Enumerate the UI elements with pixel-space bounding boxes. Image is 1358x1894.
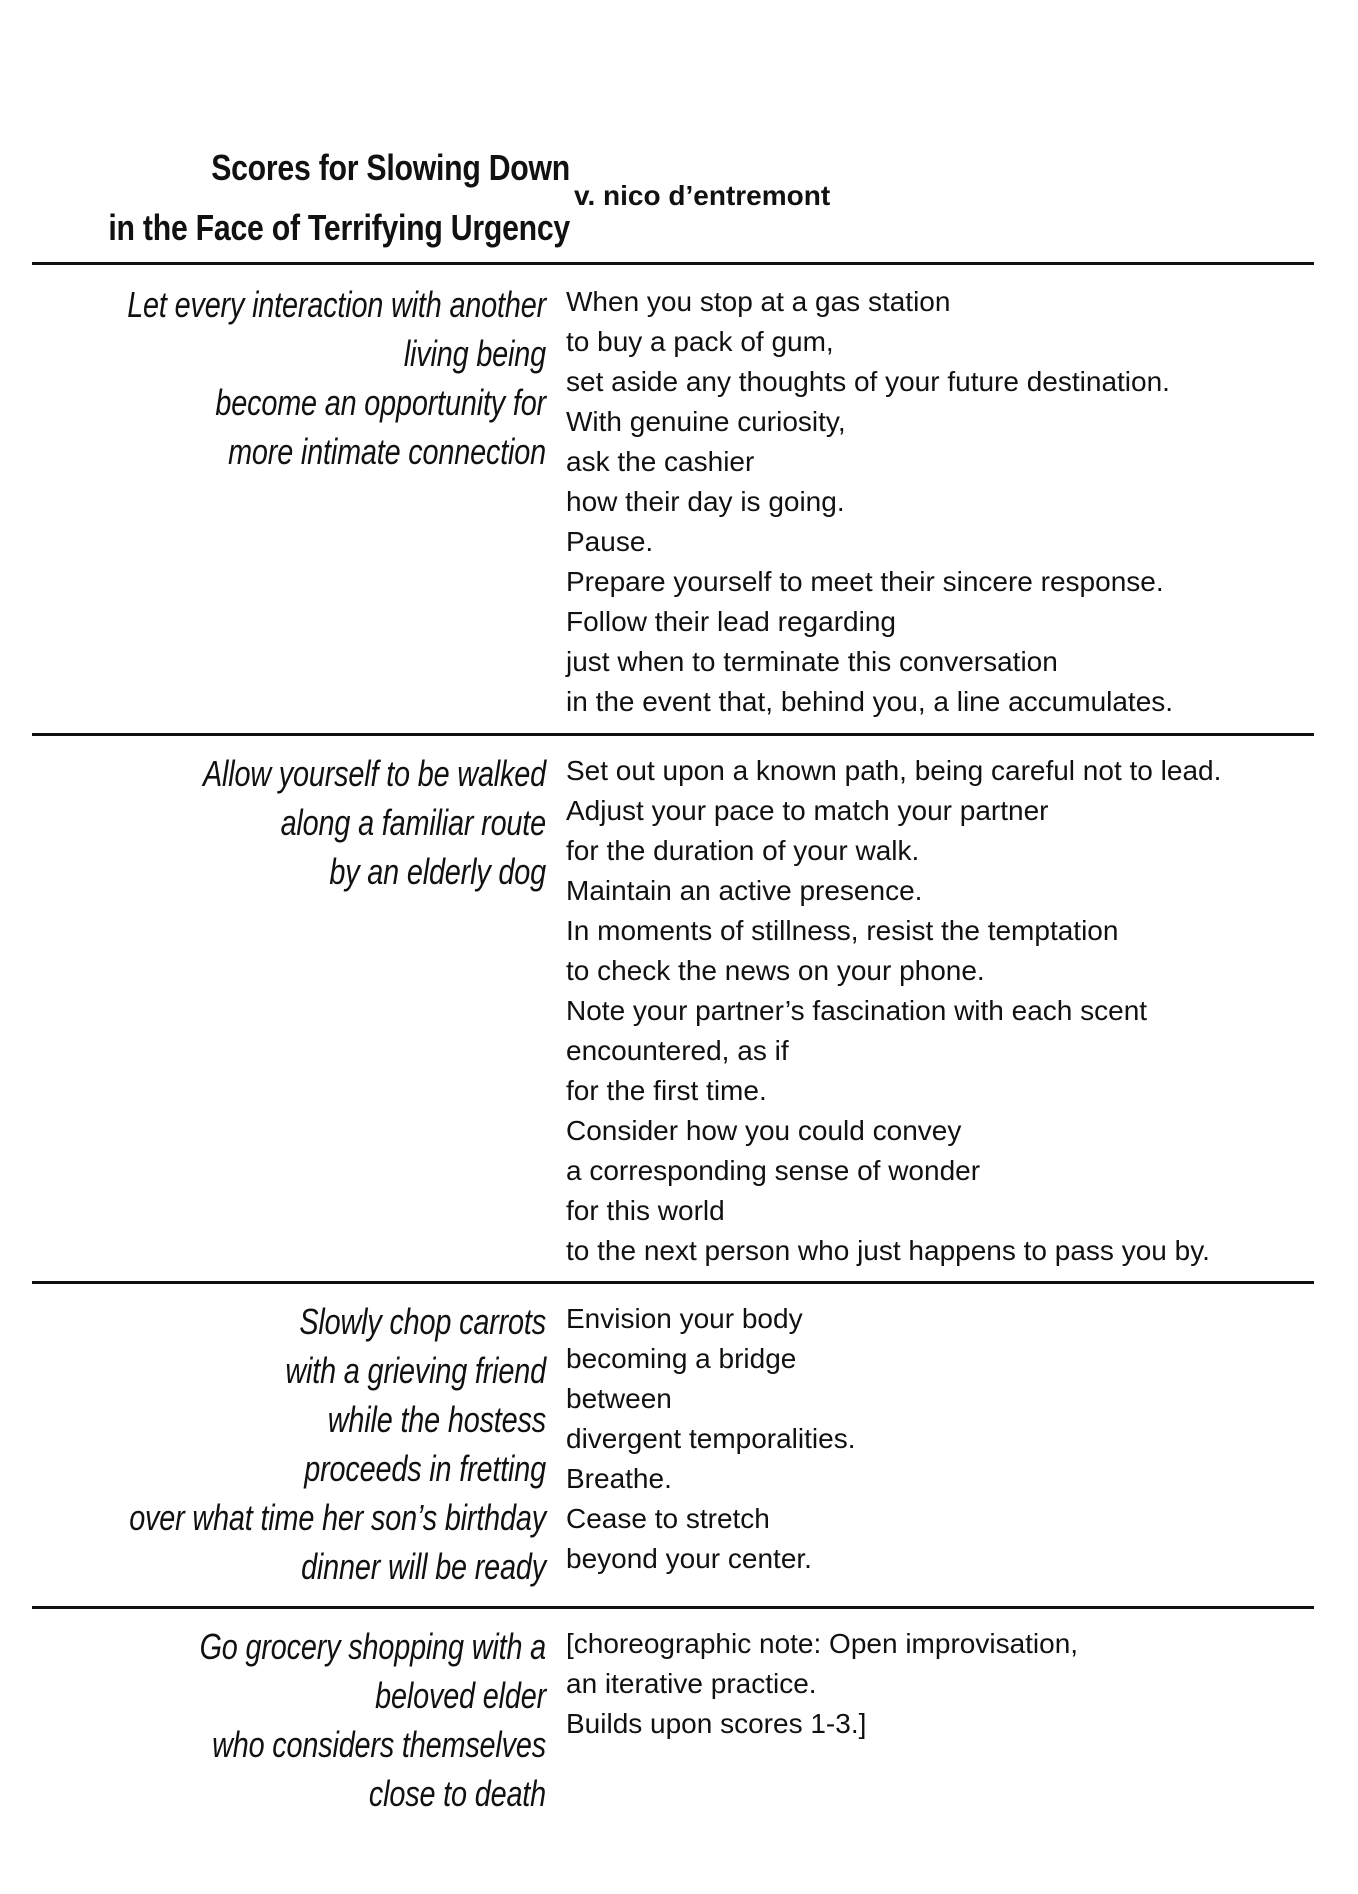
instruction-line: With genuine curiosity, (566, 406, 846, 437)
score-2-prompt (114, 749, 546, 896)
instruction-line: just when to terminate this conversation (566, 646, 1058, 677)
score-3-prompt (114, 1297, 546, 1591)
instruction-line: Envision your body (566, 1303, 803, 1334)
instruction-line: for this world (566, 1195, 725, 1226)
instruction-line: encountered, as if (566, 1035, 789, 1066)
instruction-line: Adjust your pace to match your partner (566, 795, 1049, 826)
instruction-line: In moments of stillness, resist the temptation (566, 915, 1119, 946)
instruction-line: how their day is going. (566, 486, 845, 517)
author-byline: v. nico d’entremont (574, 180, 831, 211)
instruction-line: a corresponding sense of wonder (566, 1155, 981, 1186)
instruction-line: beyond your center. (566, 1543, 812, 1574)
prompt-line: more intimate connection (228, 431, 546, 472)
score-3-instructions (566, 1299, 1306, 1579)
instruction-line: Builds upon scores 1-3.] (566, 1708, 867, 1739)
instruction-line: to buy a pack of gum, (566, 326, 834, 357)
prompt-line: proceeds in fretting (304, 1448, 546, 1489)
instruction-line: becoming a bridge (566, 1343, 797, 1374)
instruction-line: Maintain an active presence. (566, 875, 923, 906)
prompt-line: with a grieving friend (285, 1350, 546, 1391)
instruction-line: Cease to stretch (566, 1503, 770, 1534)
instruction-line: for the first time. (566, 1075, 767, 1106)
prompt-line: beloved elder (375, 1675, 546, 1716)
prompt-line: become an opportunity for (215, 382, 546, 423)
instruction-line: set aside any thoughts of your future destination. (566, 366, 1170, 397)
instruction-line: Follow their lead regarding (566, 606, 896, 637)
instruction-line: divergent temporalities. (566, 1423, 856, 1454)
instruction-line: Consider how you could convey (566, 1115, 962, 1146)
score-1-instructions (566, 282, 1306, 722)
instruction-line: Set out upon a known path, being careful not to lead. (566, 755, 1222, 786)
document-header (32, 130, 1314, 260)
prompt-line: Let every interaction with another (127, 284, 546, 325)
prompt-line: who considers themselves (212, 1724, 546, 1765)
instruction-line: [choreographic note: Open improvisation, (566, 1628, 1079, 1659)
prompt-line: dinner will be ready (301, 1546, 546, 1587)
document-title (100, 138, 570, 258)
instruction-line: in the event that, behind you, a line accumulates. (566, 686, 1174, 717)
divider-rule (32, 733, 1314, 736)
instruction-line: Breathe. (566, 1463, 672, 1494)
prompt-line: Allow yourself to be walked (202, 753, 546, 794)
instruction-line: ask the cashier (566, 446, 755, 477)
prompt-line: living being (403, 333, 546, 374)
instruction-line: Note your partner’s fascination with each scent (566, 995, 1148, 1026)
title-line: Scores for Slowing Down (211, 147, 570, 188)
title-line: in the Face of Terrifying Urgency (108, 207, 571, 248)
score-1-prompt (114, 280, 546, 476)
prompt-line: along a familiar route (280, 802, 546, 843)
instruction-line: an iterative practice. (566, 1668, 817, 1699)
divider-rule (32, 1281, 1314, 1284)
prompt-line: Slowly chop carrots (299, 1301, 546, 1342)
divider-rule (32, 262, 1314, 265)
prompt-line: close to death (368, 1773, 546, 1814)
instruction-line: to check the news on your phone. (566, 955, 985, 986)
instruction-line: When you stop at a gas station (566, 286, 951, 317)
score-4-instructions (566, 1624, 1306, 1744)
prompt-line: Go grocery shopping with a (199, 1626, 546, 1667)
instruction-line: between (566, 1383, 672, 1414)
instruction-line: Pause. (566, 526, 654, 557)
prompt-line: over what time her son’s birthday (129, 1497, 546, 1538)
divider-rule (32, 1606, 1314, 1609)
instruction-line: to the next person who just happens to pass you by. (566, 1235, 1210, 1266)
prompt-line: while the hostess (327, 1399, 546, 1440)
prompt-line: by an elderly dog (329, 851, 546, 892)
instruction-line: for the duration of your walk. (566, 835, 920, 866)
instruction-line: Prepare yourself to meet their sincere response. (566, 566, 1164, 597)
score-2-instructions (566, 751, 1306, 1271)
score-4-prompt (114, 1622, 546, 1818)
